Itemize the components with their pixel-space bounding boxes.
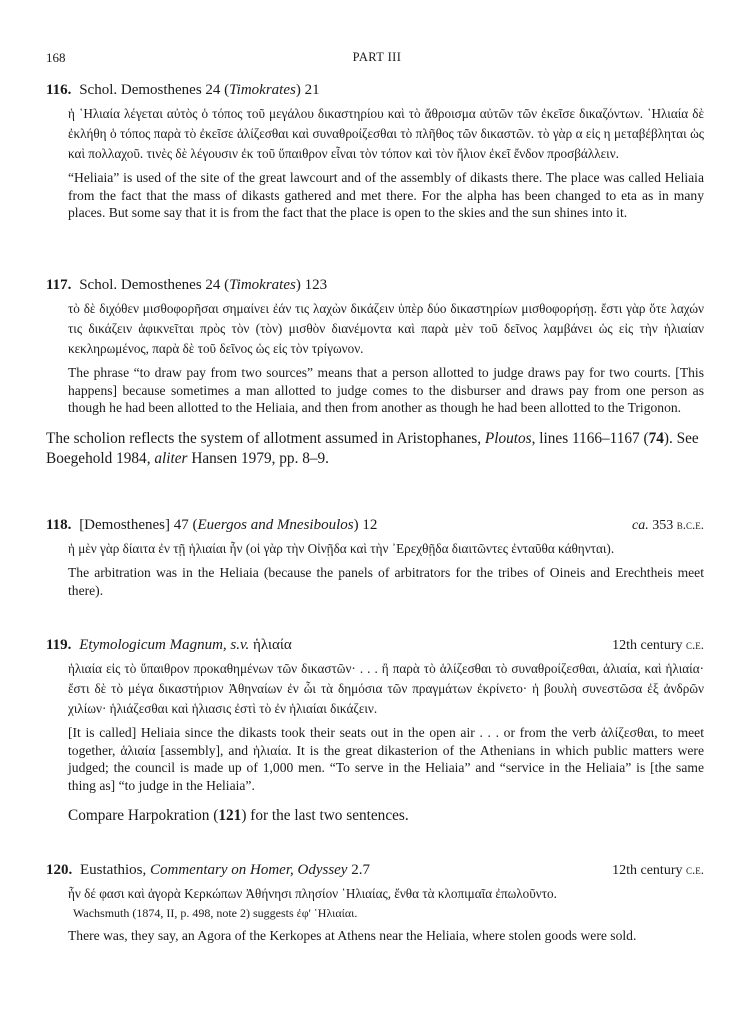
source-citation: Schol. Demosthenes 24 (Timokrates) 21 [79,82,320,98]
page-number: 168 [46,50,66,65]
commentary: The scholion reflects the system of allotment assumed in Aristophanes, Ploutos, lines 1166–1167 (74). See Boegehold 1984, aliter Hansen 1979, pp. 8–9. [46,429,699,467]
translation: “Heliaia” is used of the site of the great lawcourt and of the assembly of dikasts there. The place was called Heliaia from the fact that the mass of dikasts gathered and met there. For the alpha has been changed to eta as in many places. But some say that it is from the fact that the place is open to the skies and the sun shines into it. [68,170,704,220]
section-title: PART III [352,50,402,64]
translation: The phrase “to draw pay from two sources” means that a person allotted to judge draws pay for two courts. [This happens] because sometimes a man allotted to judge comes to the disburser and draws pay from one person as though he had been allotted to the Heliaia, and then from another as though he had been allotted to the Trigonon. [68,365,704,415]
source-citation: Schol. Demosthenes 24 (Timokrates) 123 [79,277,328,293]
entry-number: 116. [46,82,72,98]
translation: [It is called] Heliaia since the dikasts took their seats out in the open air . . . or from the verb ἁλίζεσθαι, to meet together, ἁλιαία [assembly], and ἡλιαία. It is the great dikasterion of the Athenians in which public matters were judged; the council is made up of 1,000 men. “To serve in the Heliaia” and “service in the Heliaia” is [the same thing as] “to judge in the Heliaia”. [68,725,704,793]
greek-text: ἡλιαία εἰς τὸ ὕπαιθρον προκαθημένων τῶν δικαστῶν· . . . ἢ παρὰ τὸ ἁλίζεσθαι τὸ συναθροίζεσθαι, ἁλιαία, καὶ ἡλιαία· ἔστι δὲ τὸ μέγα δικαστήριον Ἀθηναίων ἐν ὧι τὰ δημόσια τῶν πραγμάτων ἐκρίνετο· ἡ βουλὴ συνεστῶσα ἐξ ἀνδρῶν χιλίων· ἡλιάζεσθαι καὶ ἡλιασις ἐστὶ τὸ ἐν ἡλιαίαι δικάζειν. [68,661,704,716]
translation: There was, they say, an Agora of the Kerkopes at Athens near the Heliaia, where stolen goods were sold. [68,928,637,943]
commentary: Compare Harpokration (121) for the last two sentences. [68,807,409,824]
entry-number: 118. [46,517,72,533]
entry-118 [46,515,704,599]
running-header [46,50,708,70]
source-citation: Etymologicum Magnum, s.v. ἡλιαία [79,637,292,653]
entry-heading [46,80,704,100]
entry-heading [46,635,704,655]
source-citation: [Demosthenes] 47 (Euergos and Mnesiboulos) 12 [79,517,378,533]
greek-text: ἡ μὲν γὰρ δίαιτα ἐν τῇ ἡλιαίαι ἦν (οἱ γὰρ τὴν Οἰνῇδα καὶ τὴν ᾿Ερεχθῇδα διαιτῶντες ἐνταῦθα κάθηνται). [68,541,615,556]
greek-text: ἡ ῾Ηλιαία λέγεται αὐτὸς ὁ τόπος τοῦ μεγάλου δικαστηρίου καὶ τὸ ἄθροισμα αὐτῶν τῶν ἐκεῖσε δικαζόντων. ῾Ηλιαία δὲ ἐκλήθη ὁ τόπος παρὰ τὸ ἐκεῖσε ἁλίζεσθαι καὶ συναθροίζεσθαι τὸ πλῆθος τῶν δικαστῶν. τὸ γὰρ α εἰς η μεταβέβληται ὡς καὶ πολλαχοῦ. τινὲς δὲ λέγουσιν ἐκ τοῦ ὕπαιθρον εἶναι τὸν τόπον καὶ τὸν ἥλιον ἐκεῖ ἔνδον προσβάλλειν. [68,106,704,161]
entry-heading [46,515,704,535]
entry-120 [46,860,704,945]
translation: The arbitration was in the Heliaia (because the panels of arbitrators for the tribes of Oineis and Erechtheis meet there). [68,565,704,598]
source-citation: Eustathios, Commentary on Homer, Odyssey 2.7 [80,862,370,878]
entry-heading [46,275,704,295]
entry-date: 12th century c.e. [612,862,704,878]
editorial-note: Wachsmuth (1874, II, p. 498, note 2) suggests ἐφ' ῾Ηλιαίαι. [73,906,358,920]
entry-119 [46,635,704,826]
entry-117 [46,275,704,469]
greek-text: τὸ δὲ διχόθεν μισθοφορῆσαι σημαίνει ἐάν τις λαχὼν δικάζειν ὑπὲρ δύο δικαστηρίων μισθοφορήσῃ. ἔστι γὰρ ὅτε λαχών τις δικάζειν ἀφικνεῖται πρὸς τὸν (τὸν) μισθὸν διανέμοντα καὶ παρὰ μὲν τοῦ δεῖνος λαμβάνει ὡς εἰς τὴν ἡλιαίαν κεκληρωμένος, παρὰ δὲ τοῦ δεῖνος ὡς εἰς τὸν τρίγωνον. [68,301,704,356]
entry-116 [46,80,704,222]
entry-number: 119. [46,637,72,653]
greek-text: ἦν δέ φασι καὶ ἀγορὰ Κερκώπων Ἀθήνησι πλησίον ῾Ηλιαίας, ἔνθα τὰ κλοπιμαῖα ἐπωλοῦντο. [68,886,557,901]
entry-heading [46,860,704,880]
entry-number: 117. [46,277,72,293]
entry-date: ca. 353 b.c.e. [632,517,704,533]
entry-date: 12th century c.e. [612,637,704,653]
entry-number: 120. [46,862,73,878]
